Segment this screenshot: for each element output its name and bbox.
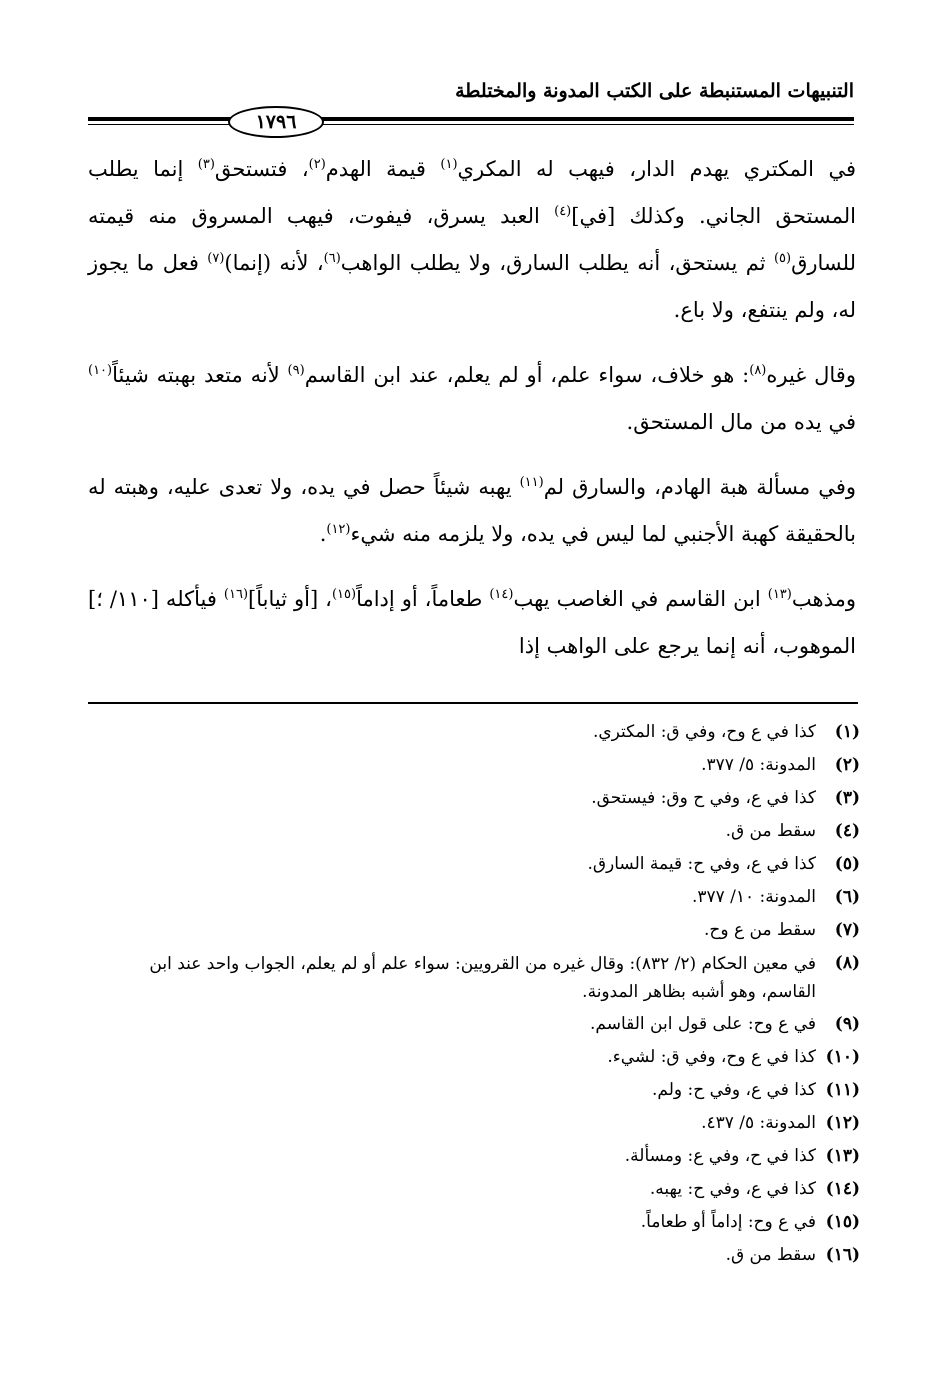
footnotes-list [90,716,860,1272]
header-rule-thick [88,117,854,121]
footnote [90,1074,860,1107]
text-run: ، فتستحق [214,157,309,181]
footnote-number: (٤) [834,821,860,841]
footnote-text: كذا في ح، وفي ع: ومسألة. [624,1146,816,1166]
footnote-text: سقط من ق. [725,1245,816,1265]
footnote [90,848,860,881]
footnote-number: (٥) [834,854,860,874]
footnote-text: في معين الحكام (٢/ ٨٣٢): وقال غيره من القرويين: سواء علم أو لم يعلم، الجواب واحد عند ابن القاسم، وهو أشبه بظاهر المدونة. [149,954,816,1002]
text-run: ، لأنه (إنما) [224,251,324,275]
text-run: إنما يطلب المستحق الجاني. وكذلك [في] [88,157,857,228]
text-run: : هو خلاف، سواء علم، أو لم يعلم، عند ابن القاسم [304,363,750,387]
footnote [90,716,860,749]
footnote-text: في ع وح: على قول ابن القاسم. [589,1014,816,1034]
footnote-number: (١٢) [825,1113,860,1133]
running-title: التنبيهات المستنبطة على الكتب المدونة والمختلطة [455,80,854,102]
footnote-text: سقط من ع وح. [704,920,816,940]
text-run: لأنه متعد بهبته شيئاً [112,363,288,387]
footnote [90,1206,860,1239]
footnote-ref: (٥) [773,251,792,266]
footnote-ref: (١٠) [88,363,113,378]
footnote-ref: (١٢) [326,522,351,537]
footnote-ref: (٣) [197,157,215,172]
footnote-text: المدونة: ٥/ ٤٣٧. [701,1113,816,1133]
footnote-ref: (١٣) [767,587,792,602]
footnote-separator [88,702,858,704]
text-run: ثم يستحق، أنه يطلب السارق، ولا يطلب الواهب [340,251,774,275]
text-run: فعل ما يجوز له، ولم ينتفع، ولا باع. [88,251,856,322]
footnote-text: كذا في ع وح، وفي ق: المكتري. [592,722,816,742]
footnote-number: (١٣) [825,1146,860,1166]
footnote-ref: (١) [440,157,458,172]
footnote [90,749,860,782]
footnote [90,881,860,914]
footnote-ref: (١١) [519,475,544,490]
text-run: ومذهب [791,587,856,611]
text-run: طعاماً، أو إداماً [356,587,490,611]
footnote [90,1041,860,1074]
footnote-text: المدونة: ١٠/ ٣٧٧. [691,887,816,907]
text-run: وقال غيره [766,363,856,387]
footnote-text: كذا في ع، وفي ح: ولم. [652,1080,816,1100]
text-run: يهبه شيئاً حصل في يده، ولا تعدى عليه، وهبته له بالحقيقة كهبة الأجنبي لما ليس في يده، ولا يلزمه منه شيء [88,475,856,546]
text-run: ، [أو ثياباً] [248,587,332,611]
footnote [90,1140,860,1173]
footnote-number: (٢) [834,755,860,775]
text-run: ابن القاسم في الغاصب يهب [513,587,768,611]
paragraph [88,464,856,558]
text-run: فيأكله [١١٠/ ؛] الموهوب، أنه إنما يرجع على الواهب إذا [88,587,856,658]
footnote-number: (٨) [834,953,860,973]
footnote-number: (١) [834,722,860,742]
footnote-number: (٣) [834,788,860,808]
footnote-number: (٩) [834,1014,860,1034]
footnote-number: (١٥) [825,1212,860,1232]
footnote-number: (٧) [834,920,860,940]
footnote-number: (١٦) [825,1245,860,1265]
footnote-text: كذا في ع، وفي ح وق: فيستحق. [591,788,816,808]
footnote-ref: (١٦) [223,587,249,602]
footnote [90,1107,860,1140]
footnote-number: (١١) [825,1080,860,1100]
text-run: . [319,522,327,546]
main-text [88,146,856,670]
text-run: في المكتري يهدم الدار، فيهب له المكري [457,157,856,181]
page-number: ١٧٩٦ [228,106,324,138]
footnote [90,1173,860,1206]
footnote [90,782,860,815]
text-run: العبد يسرق، فيفوت، فيهب المسروق منه قيمته للسارق [88,204,857,275]
text-run: في يده من مال المستحق. [626,410,856,434]
footnote-ref: (٧) [207,251,225,266]
footnote-text: كذا في ع، وفي ح: قيمة السارق. [587,854,816,874]
header-rule-thin [88,124,854,125]
footnote [90,1008,860,1041]
paragraph [88,146,856,334]
footnote-ref: (٨) [749,363,767,378]
footnote-ref: (٤) [554,204,572,219]
footnote [90,947,860,1008]
page-header [88,66,854,132]
footnote [90,815,860,848]
footnote-ref: (٩) [287,363,305,378]
footnote-number: (٦) [834,887,860,907]
footnote-number: (١٤) [825,1179,860,1199]
footnote-ref: (١٥) [331,587,357,602]
paragraph [88,352,856,446]
footnote-ref: (٢) [308,157,326,172]
text-run: قيمة الهدم [325,157,441,181]
footnote-text: كذا في ع وح، وفي ق: لشيء. [607,1047,816,1067]
footnote-text: كذا في ع، وفي ح: يهبه. [649,1179,816,1199]
footnote-text: المدونة: ٥/ ٣٧٧. [701,755,816,775]
footnote-ref: (١٤) [489,587,514,602]
footnote-text: سقط من ق. [725,821,816,841]
paragraph [88,576,856,670]
text-run: وفي مسألة هبة الهادم، والسارق لم [543,475,856,499]
footnote [90,1239,860,1272]
footnote [90,914,860,947]
footnote-text: في ع وح: إداماً أو طعاماً. [640,1212,816,1232]
footnote-ref: (٦) [323,251,341,266]
footnote-number: (١٠) [825,1047,860,1067]
